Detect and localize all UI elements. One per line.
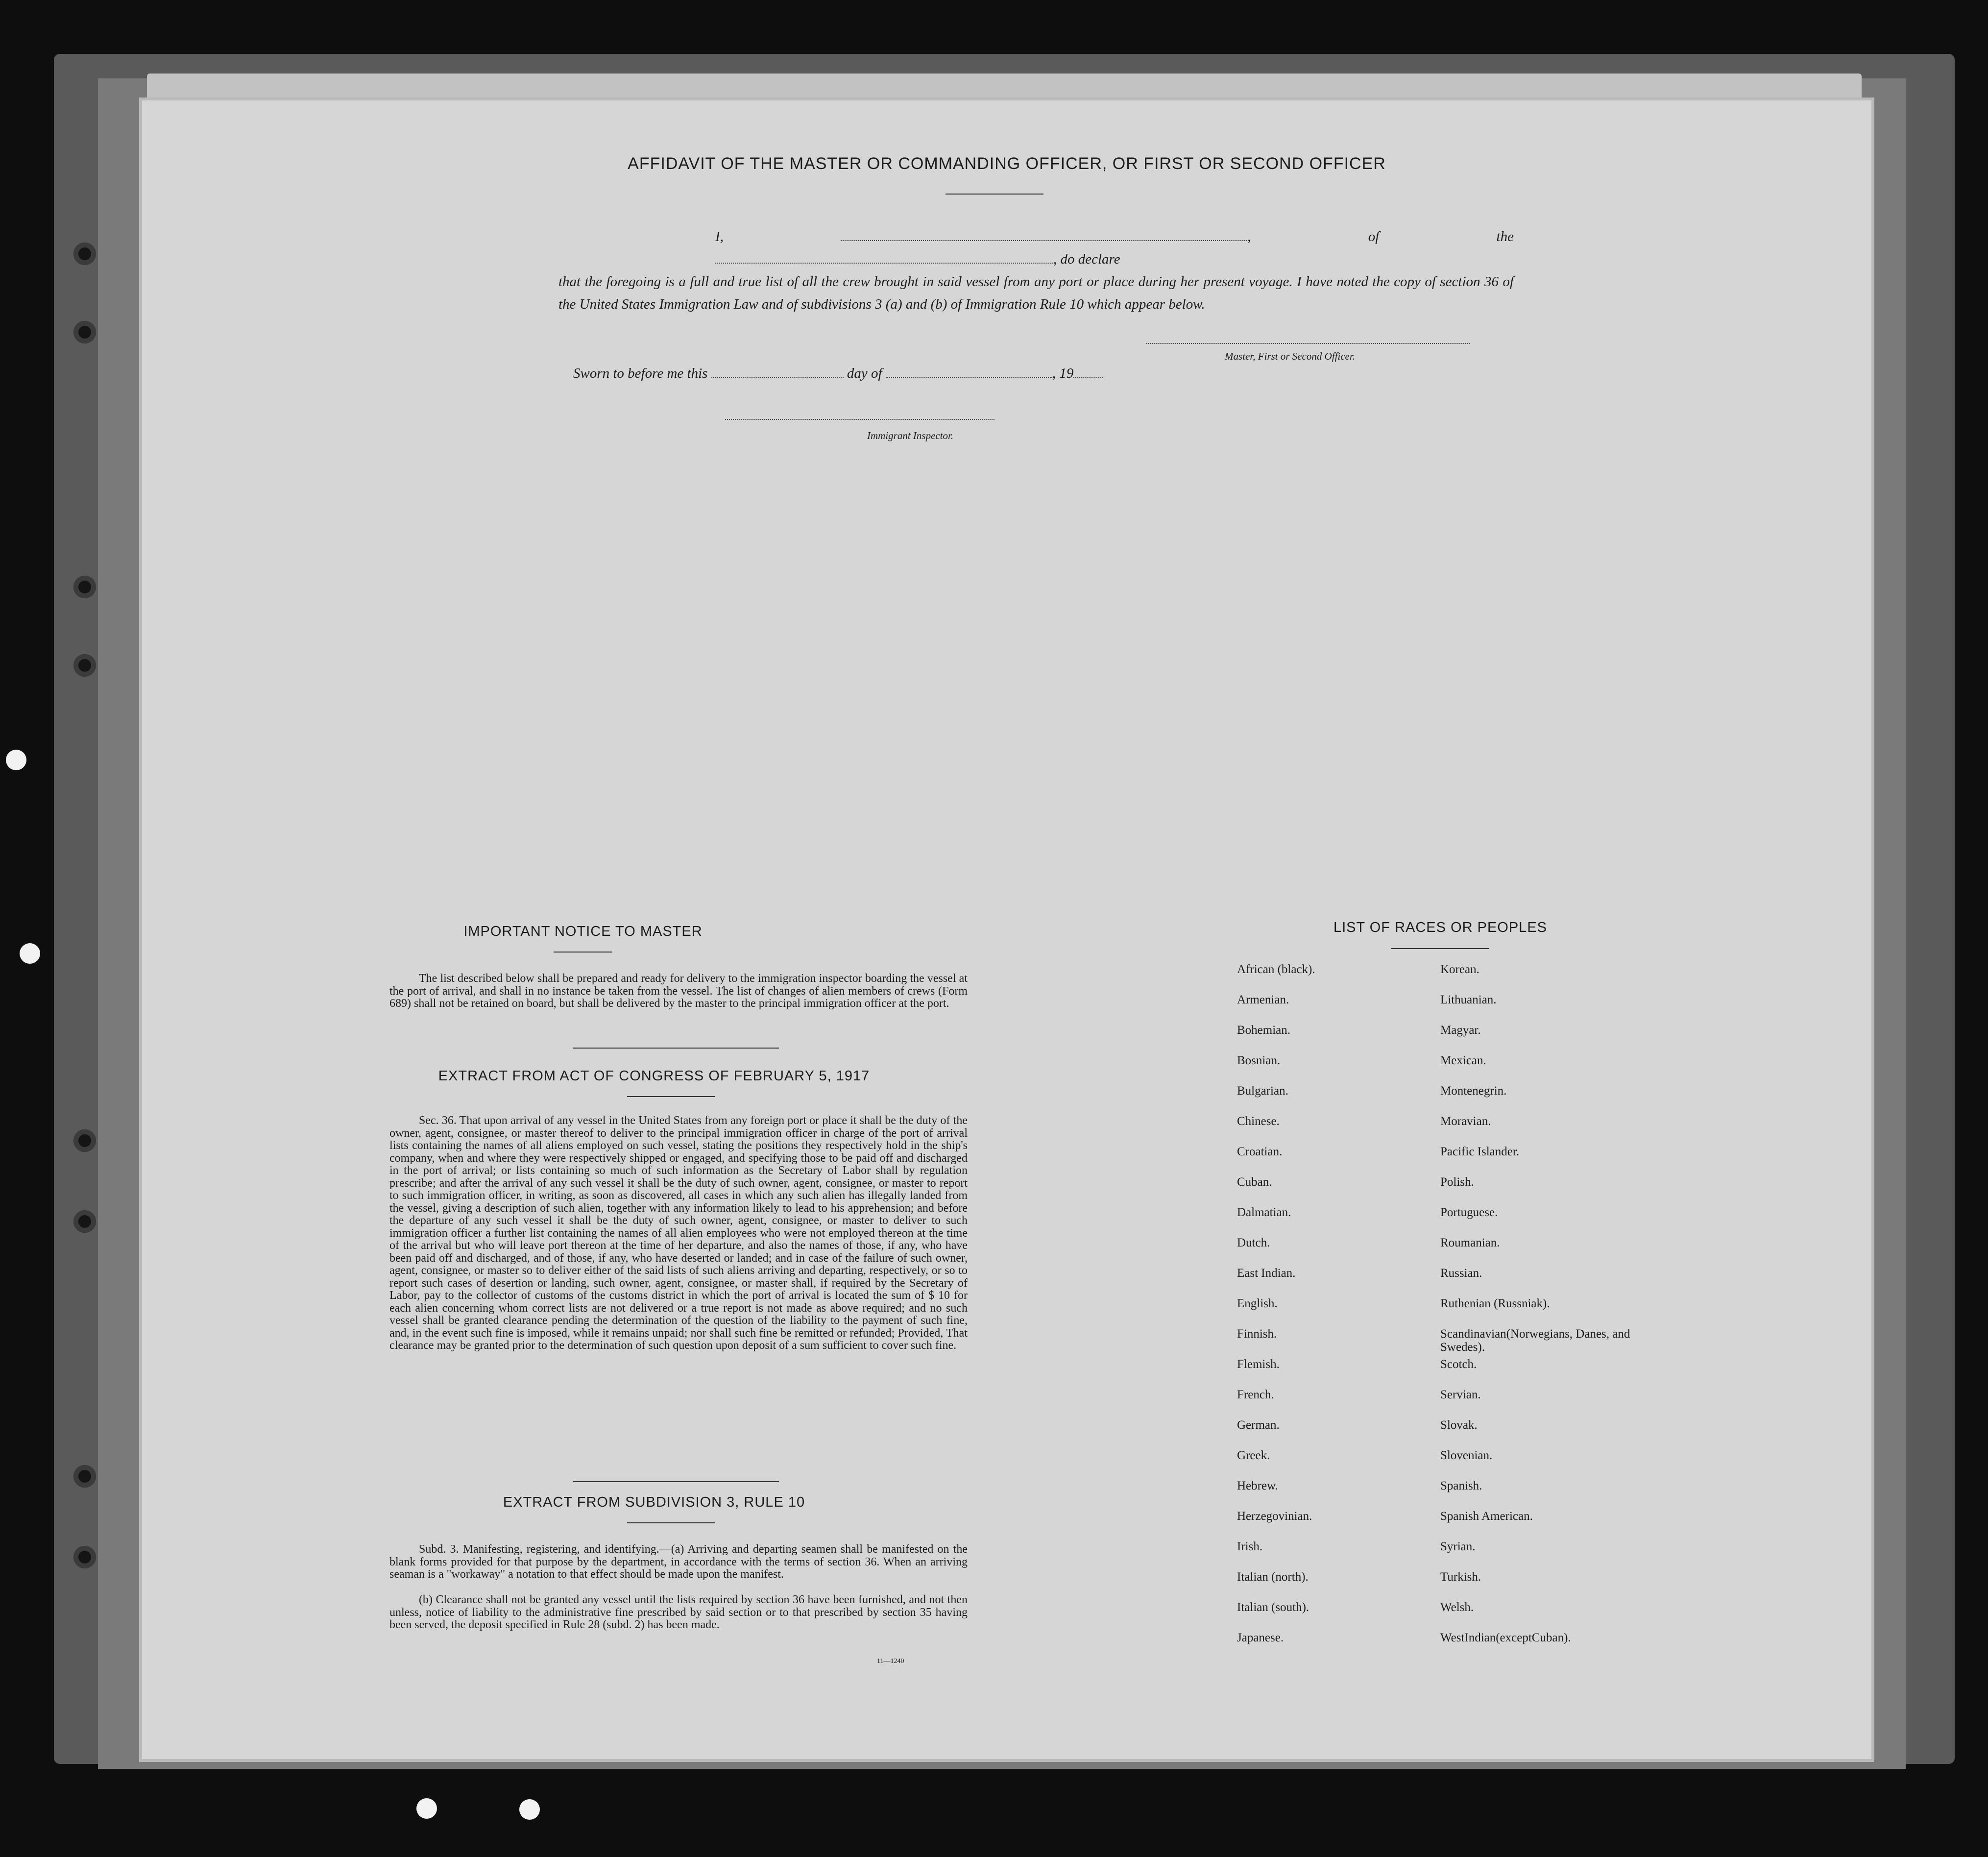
rule-text-a: Subd. 3. Manifesting, registering, and identifying.—(a) Arriving and departing seamen shall be manifested on the blank forms provided for that purpose by the department, in accordance with the terms of section 36. When an arriving seaman is a "workaway" a notation to that effect should be made upon the manifest. <box>389 1543 968 1581</box>
race-item: Dalmatian. <box>1237 1206 1291 1219</box>
year-prefix: , 19 <box>1052 366 1074 381</box>
race-item: Spanish American. <box>1440 1510 1533 1523</box>
race-item: Herzegovinian. <box>1237 1510 1312 1523</box>
sworn-month-blank[interactable] <box>886 364 1052 378</box>
day-of-label: day of <box>847 366 882 381</box>
race-item: African (black). <box>1237 963 1315 976</box>
declaration-line <box>558 225 1514 270</box>
race-item: East Indian. <box>1237 1267 1296 1280</box>
of-the-label: , of the <box>1247 229 1514 244</box>
race-item: Slovenian. <box>1440 1449 1493 1462</box>
race-item: Japanese. <box>1237 1631 1284 1644</box>
binder-hole <box>73 1210 96 1233</box>
race-item: Moravian. <box>1440 1115 1491 1128</box>
race-item: WestIndian(exceptCuban). <box>1440 1631 1571 1644</box>
race-item: Magyar. <box>1440 1024 1481 1037</box>
affidavit-statement: that the foregoing is a full and true list of all the crew brought in said vessel from any port or place during her present voyage. I have noted the copy of section 36 of the United States Immigration Law and of subdivisions 3 (a) and (b) of Immigration Rule 10 which appear below. <box>558 274 1514 312</box>
races-right-column <box>1440 963 1646 1659</box>
race-item: Spanish. <box>1440 1479 1482 1492</box>
race-item: Turkish. <box>1440 1570 1481 1584</box>
race-item: Hebrew. <box>1237 1479 1278 1492</box>
vessel-blank[interactable] <box>715 250 1053 264</box>
act-title: EXTRACT FROM ACT OF CONGRESS OF FEBRUARY 5, 1917 <box>438 1068 870 1084</box>
sworn-day-blank[interactable] <box>711 364 844 378</box>
i-label: I, <box>715 229 724 244</box>
race-item: Scotch. <box>1440 1358 1477 1371</box>
race-item: Bohemian. <box>1237 1024 1291 1037</box>
races-title: LIST OF RACES OR PEOPLES <box>1333 920 1548 935</box>
name-blank[interactable] <box>841 227 1247 241</box>
master-signature-line[interactable] <box>1146 343 1470 345</box>
race-item: Russian. <box>1440 1267 1482 1280</box>
race-item: Croatian. <box>1237 1145 1283 1158</box>
race-item: Pacific Islander. <box>1440 1145 1520 1158</box>
race-item: Dutch. <box>1237 1236 1270 1249</box>
binder-hole <box>73 1546 96 1568</box>
race-item: Italian (north). <box>1237 1570 1309 1584</box>
race-item: Mexican. <box>1440 1054 1486 1067</box>
rule-title: EXTRACT FROM SUBDIVISION 3, RULE 10 <box>503 1494 805 1510</box>
race-item: German. <box>1237 1418 1280 1432</box>
document-page <box>142 100 1871 1759</box>
race-item: Flemish. <box>1237 1358 1280 1371</box>
race-item: Portuguese. <box>1440 1206 1498 1219</box>
section-divider <box>573 1481 779 1482</box>
race-item: Scandinavian(Norwegians, Danes, and Swedes). <box>1440 1327 1630 1354</box>
act-text: Sec. 36. That upon arrival of any vessel in the United States from any foreign port or place it shall be the duty of the owner, agent, consignee, or master thereof to deliver to the principal immigration officer in charge of the port of arrival lists containing the names of all aliens employed on such vessel, stating the positions they respectively hold in the ship's company, when and where they were respectively shipped or engaged, and specifying those to be paid off and discharged in the port of arrival; or lists containing so much of such information as the Secretary of Labor shall by regulation prescribe; and after the arrival of any such vessel it shall be the duty of such owner, agent, consignee, or master to report to such immigration officer, in writing, as soon as discovered, all cases in which any such alien has illegally landed from the vessel, giving a description of such alien, together with any information likely to lead to his apprehension; and before the departure of any such vessel it shall be the duty of such owner, agent, consignee, or master to deliver to such immigration officer a further list containing the names of all alien employees who were not employed thereon at the time of the arrival but who will leave port thereon at the time of her departure, and also the names of those, if any, who have been paid off and discharged, and of those, if any, who have deserted or landed; and in case of the failure of such owner, agent, consignee, or master so to deliver either of the said lists of such aliens arriving and departing, respectively, or so to report such cases of desertion or landing, such owner, agent, consignee, or master shall, if required by the Secretary of Labor, pay to the collector of customs of the customs district in which the port of arrival is located the sum of $ 10 for each alien concerning whom correct lists are not delivered or a true report is not made as above required; and no such vessel shall be granted clearance pending the determination of the question of the liability to the payment of such fine, and, in the event such fine is imposed, while it remains unpaid; nor shall such fine be remitted or refunded; Provided, That clearance may be granted prior to the determination of such question upon deposit of a sum sufficient to cover such fine. <box>389 1114 968 1352</box>
title-divider <box>946 194 1043 195</box>
race-item: Syrian. <box>1440 1540 1476 1553</box>
race-item: Welsh. <box>1440 1601 1474 1614</box>
race-item: Lithuanian. <box>1440 993 1497 1006</box>
inspector-signature-line[interactable] <box>725 419 994 421</box>
section-divider <box>573 1048 779 1049</box>
race-item: Polish. <box>1440 1175 1474 1189</box>
act-divider <box>627 1096 715 1097</box>
race-item: Slovak. <box>1440 1418 1478 1432</box>
race-item: Bulgarian. <box>1237 1084 1288 1098</box>
race-item: English. <box>1237 1297 1278 1310</box>
form-number: 11—1240 <box>877 1658 904 1665</box>
race-item: Roumanian. <box>1440 1236 1500 1249</box>
race-item: Chinese. <box>1237 1115 1280 1128</box>
race-item: Greek. <box>1237 1449 1270 1462</box>
scan-marker-dot <box>519 1799 540 1820</box>
binder-hole <box>73 1465 96 1488</box>
affidavit-title: AFFIDAVIT OF THE MASTER OR COMMANDING OFFICER, OR FIRST OR SECOND OFFICER <box>628 154 1386 173</box>
race-item: Armenian. <box>1237 993 1289 1006</box>
sworn-line <box>573 364 1103 382</box>
page-edge-strip <box>147 73 1862 98</box>
binder-hole <box>73 1129 96 1152</box>
race-item: French. <box>1237 1388 1274 1401</box>
binder-hole <box>73 243 96 265</box>
race-item: Montenegrin. <box>1440 1084 1507 1098</box>
race-item: Cuban. <box>1237 1175 1272 1189</box>
notice-text: The list described below shall be prepared and ready for delivery to the immigration inspector boarding the vessel at the port of arrival, and shall in no instance be taken from the vessel. The list of changes of alien members of crews (Form 689) shall not be retained on board, but shall be delivered by the master to the principal immigration officer at the port. <box>389 972 968 1010</box>
inspector-label: Immigrant Inspector. <box>867 430 954 441</box>
rule-divider <box>627 1522 715 1523</box>
binder-hole <box>73 321 96 343</box>
race-item: Servian. <box>1440 1388 1481 1401</box>
do-declare-label: , do declare <box>1053 251 1120 267</box>
notice-title: IMPORTANT NOTICE TO MASTER <box>463 924 703 939</box>
sworn-year-blank[interactable] <box>1073 364 1103 378</box>
race-item: Finnish. <box>1237 1327 1277 1341</box>
affidavit-body <box>558 225 1514 316</box>
race-item: Irish. <box>1237 1540 1263 1553</box>
scan-marker-dot <box>20 943 40 964</box>
races-left-column <box>1237 963 1433 1659</box>
scan-marker-dot <box>416 1798 437 1819</box>
binder-hole <box>73 576 96 598</box>
race-item: Ruthenian (Russniak). <box>1440 1297 1550 1310</box>
rule-text-b: (b) Clearance shall not be granted any vessel until the lists required by section 36 have been furnished, and not then unless, notice of liability to the administrative fine prescribed by said section or to that prescribed by section 35 having been served, the deposit specified in Rule 28 (subd. 2) has been made. <box>389 1593 968 1631</box>
master-signature-label: Master, First or Second Officer. <box>1225 350 1355 362</box>
scan-marker-dot <box>6 750 26 770</box>
sworn-prefix: Sworn to before me this <box>573 366 708 381</box>
race-item: Italian (south). <box>1237 1601 1309 1614</box>
race-item: Korean. <box>1440 963 1479 976</box>
races-divider <box>1391 948 1489 949</box>
binder-hole <box>73 654 96 677</box>
race-item: Bosnian. <box>1237 1054 1281 1067</box>
notice-divider <box>554 952 612 953</box>
